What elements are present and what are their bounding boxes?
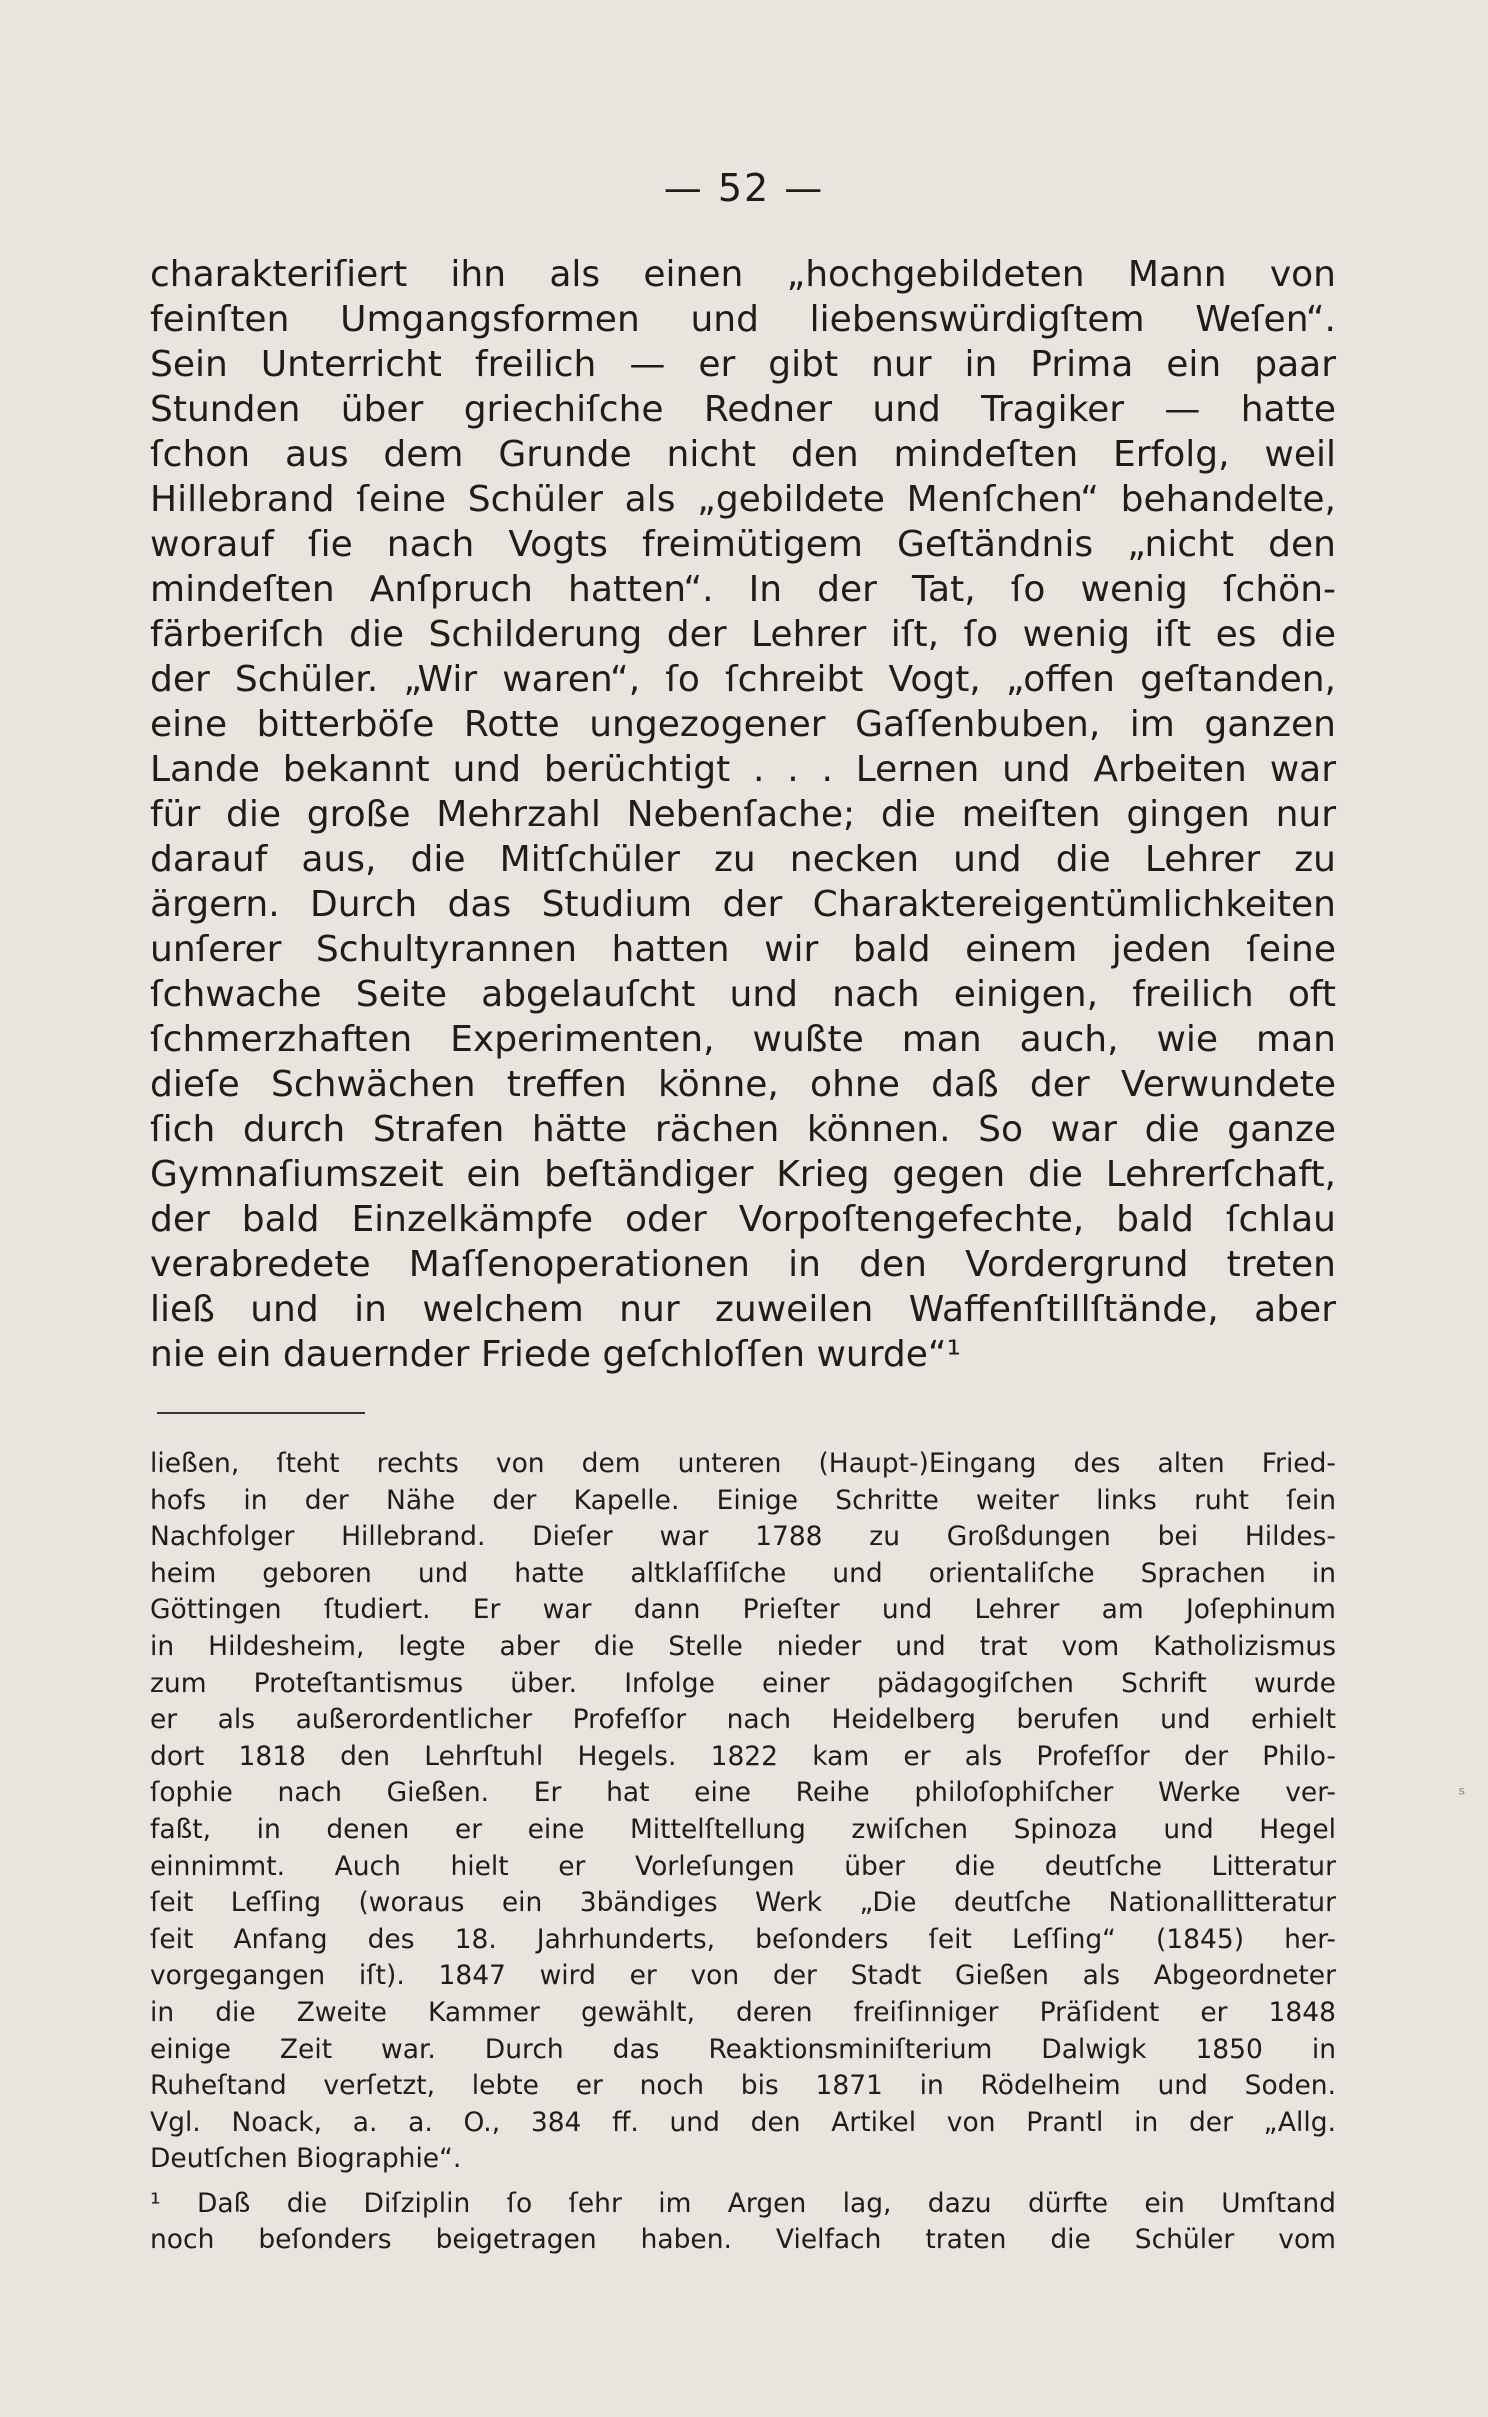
footnote-line: er als außerordentlicher Profeſſor nach Heidelberg berufen und erhielt [150,1704,1336,1736]
footnote-line: heim geboren und hatte altklaſſiſche und orientaliſche Sprachen in [150,1557,1336,1589]
footnote-line: Ruheſtand verſetzt, lebte er noch bis 1871 in Rödelheim und Soden. [150,2070,1336,2102]
footnotes-block [150,1446,1336,2259]
main-text-line: Sein Unterricht freilich — er gibt nur in Prima ein paar [150,344,1336,385]
main-text-line: ärgern. Durch das Studium der Charaktereigentümlichkeiten [150,884,1336,925]
main-text-line: ſchwache Seite abgelauſcht und nach einigen, freilich oft [150,974,1336,1015]
main-text-line: für die große Mehrzahl Nebenſache; die meiſten gingen nur [150,794,1336,835]
main-text-block [150,252,1336,1377]
main-text-line: mindeſten Anſpruch hatten“. In der Tat, ſo wenig ſchön- [150,569,1336,610]
main-text-line: ſchon aus dem Grunde nicht den mindeſten Erfolg, weil [150,434,1336,475]
footnote-line: ſeit Anfang des 18. Jahrhunderts, beſonders ſeit Leſſing“ (1845) her- [150,1923,1336,1955]
main-text-line: der bald Einzelkämpfe oder Vorpoſtengefechte, bald ſchlau [150,1199,1336,1240]
footnote-line: in Hildesheim, legte aber die Stelle nieder und trat vom Katholizismus [150,1630,1336,1662]
main-text-line: Hillebrand ſeine Schüler als „gebildete Menſchen“ behandelte, [150,479,1336,520]
footnote-line: vorgegangen iſt). 1847 wird er von der Stadt Gießen als Abgeordneter [150,1960,1336,1992]
main-text-line: unſerer Schultyrannen hatten wir bald einem jeden ſeine [150,929,1336,970]
main-text-line: eine bitterböſe Rotte ungezogener Gaſſenbuben, im ganzen [150,704,1336,745]
footnote-line: zum Proteſtantismus über. Infolge einer pädagogiſchen Schrift wurde [150,1667,1336,1699]
footnote-line: Nachfolger Hillebrand. Dieſer war 1788 zu Großdungen bei Hildes- [150,1521,1336,1553]
footnote-line: ſophie nach Gießen. Er hat eine Reihe philoſophiſcher Werke ver- [150,1777,1336,1809]
main-text-line: färberiſch die Schilderung der Lehrer iſt, ſo wenig iſt es die [150,614,1336,655]
footnote-line: Göttingen ſtudiert. Er war dann Prieſter und Lehrer am Joſephinum [150,1594,1336,1626]
main-text-line: charakteriſiert ihn als einen „hochgebildeten Mann von [150,254,1336,295]
main-text-line: dieſe Schwächen treffen könne, ohne daß der Verwundete [150,1064,1336,1105]
main-text-line: ließ und in welchem nur zuweilen Waffenſtillſtände, aber [150,1289,1336,1330]
footnote-line: ließen, ſteht rechts von dem unteren (Haupt-)Eingang des alten Fried- [150,1448,1336,1479]
footnote-line: Deutſchen Biographie“. [150,2143,462,2175]
footnote-line: dort 1818 den Lehrſtuhl Hegels. 1822 kam er als Profeſſor der Philo- [150,1740,1336,1772]
main-text-line: darauf aus, die Mitſchüler zu necken und die Lehrer zu [150,839,1336,880]
main-text-line: nie ein dauernder Friede geſchloſſen wurde“¹ [150,1334,961,1375]
main-text-line: verabredete Maſſenoperationen in den Vordergrund treten [150,1244,1336,1285]
main-text-line: Gymnaſiumszeit ein beſtändiger Krieg gegen die Lehrerſchaft, [150,1154,1336,1195]
footnote-line: einige Zeit war. Durch das Reaktionsminiſterium Dalwigk 1850 in [150,2033,1336,2065]
page-number: — 52 — [663,166,825,210]
footnote-line: Vgl. Noack, a. a. O., 384 ff. und den Artikel von Prantl in der „Allg. [150,2106,1336,2138]
main-text-line: feinſten Umgangsformen und liebenswürdigſtem Weſen“. [150,299,1336,340]
main-text-line: Stunden über griechiſche Redner und Tragiker — hatte [150,389,1336,430]
margin-mark: ˢ [1458,1782,1466,1806]
footnote-line: hofs in der Nähe der Kapelle. Einige Schritte weiter links ruht ſein [150,1484,1336,1516]
footnote-1-line: noch beſonders beigetragen haben. Vielfach traten die Schüler vom [150,2224,1336,2256]
footnote-line: in die Zweite Kammer gewählt, deren freiſinniger Präſident er 1848 [150,1996,1336,2028]
footnote-line: einnimmt. Auch hielt er Vorleſungen über die deutſche Litteratur [150,1850,1336,1882]
main-text-line: ſchmerzhaften Experimenten, wußte man auch, wie man [150,1019,1336,1060]
main-text-line: Lande bekannt und berüchtigt . . . Lernen und Arbeiten war [150,749,1336,790]
footnote-line: faßt, in denen er eine Mittelſtellung zwiſchen Spinoza und Hegel [150,1813,1336,1845]
main-text-line: worauf ſie nach Vogts freimütigem Geſtändnis „nicht den [150,524,1336,565]
footnote-1-line: ¹ Daß die Diſziplin ſo ſehr im Argen lag, dazu dürfte ein Umſtand [150,2187,1336,2219]
main-text-line: ſich durch Strafen hätte rächen können. So war die ganze [150,1109,1336,1150]
footnote-line: ſeit Leſſing (woraus ein 3bändiges Werk „Die deutſche Nationallitteratur [150,1887,1336,1919]
footnote-divider [157,1412,365,1414]
main-text-line: der Schüler. „Wir waren“, ſo ſchreibt Vogt, „offen geſtanden, [150,659,1336,700]
footnote-gap [150,2178,1336,2186]
